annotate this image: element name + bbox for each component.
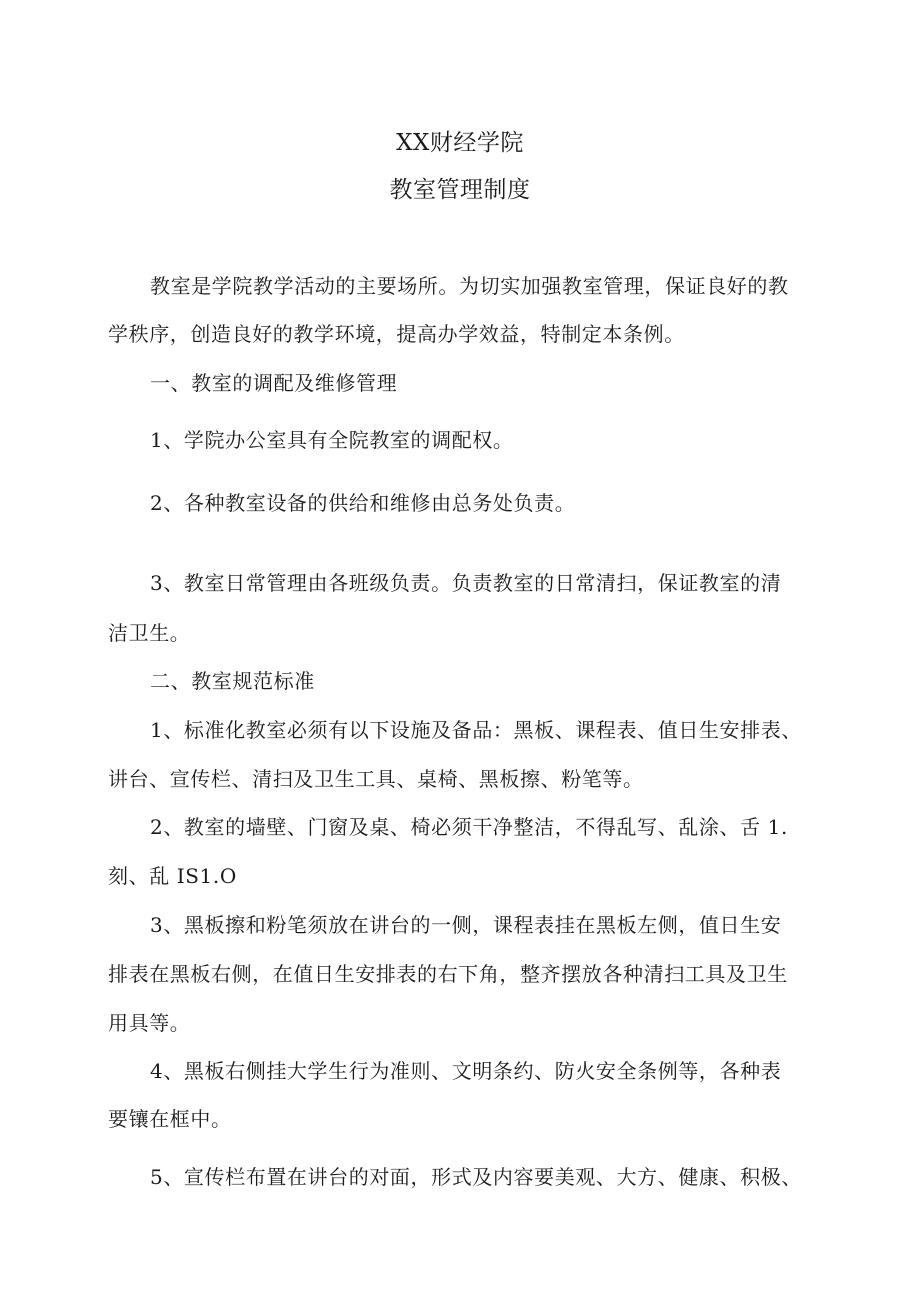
clause-2-3-line-3: 用具等。 bbox=[108, 1011, 191, 1035]
clause-2-2-line-2: 刻、乱 IS1.O bbox=[108, 864, 237, 888]
clause-2-4-line-1: 4、黑板右侧挂大学生行为准则、文明条约、防火安全条例等，各种表 bbox=[150, 1059, 782, 1083]
intro-paragraph-line-2: 学秩序，创造良好的教学环境，提高办学效益，特制定本条例。 bbox=[108, 322, 685, 346]
clause-1-1: 1、学院办公室具有全院教室的调配权。 bbox=[150, 428, 514, 452]
document-title-regulation: 教室管理制度 bbox=[389, 177, 531, 203]
clause-2-4-line-2: 要镶在框中。 bbox=[108, 1107, 232, 1131]
clause-1-3-line-1: 3、教室日常管理由各班级负责。负责教室的日常清扫，保证教室的清 bbox=[150, 571, 782, 595]
intro-paragraph-line-1: 教室是学院教学活动的主要场所。为切实加强教室管理，保证良好的教 bbox=[150, 274, 789, 298]
clause-2-3-line-1: 3、黑板擦和粉笔须放在讲台的一侧，课程表挂在黑板左侧，值日生安 bbox=[150, 913, 782, 937]
clause-2-2-line-1: 2、教室的墙壁、门窗及桌、椅必须干净整洁，不得乱写、乱涂、舌 1. bbox=[150, 815, 788, 839]
clause-2-1-line-1: 1、标准化教室必须有以下设施及备品：黑板、课程表、值日生安排表、 bbox=[150, 718, 802, 742]
clause-2-5-line-1: 5、宣传栏布置在讲台的对面，形式及内容要美观、大方、健康、积极、 bbox=[150, 1165, 802, 1189]
document-title-school: XX财经学院 bbox=[396, 130, 524, 156]
clause-2-3-line-2: 排表在黑板右侧，在值日生安排表的右下角，整齐摆放各种清扫工具及卫生 bbox=[108, 962, 788, 986]
section-heading-1: 一、教室的调配及维修管理 bbox=[150, 371, 398, 395]
clause-1-2: 2、各种教室设备的供给和维修由总务处负责。 bbox=[150, 491, 576, 515]
clause-2-1-line-2: 讲台、宣传栏、清扫及卫生工具、桌椅、黑板擦、粉笔等。 bbox=[108, 767, 644, 791]
clause-1-3-line-2: 洁卫生。 bbox=[108, 621, 191, 645]
section-heading-2: 二、教室规范标准 bbox=[150, 669, 315, 693]
